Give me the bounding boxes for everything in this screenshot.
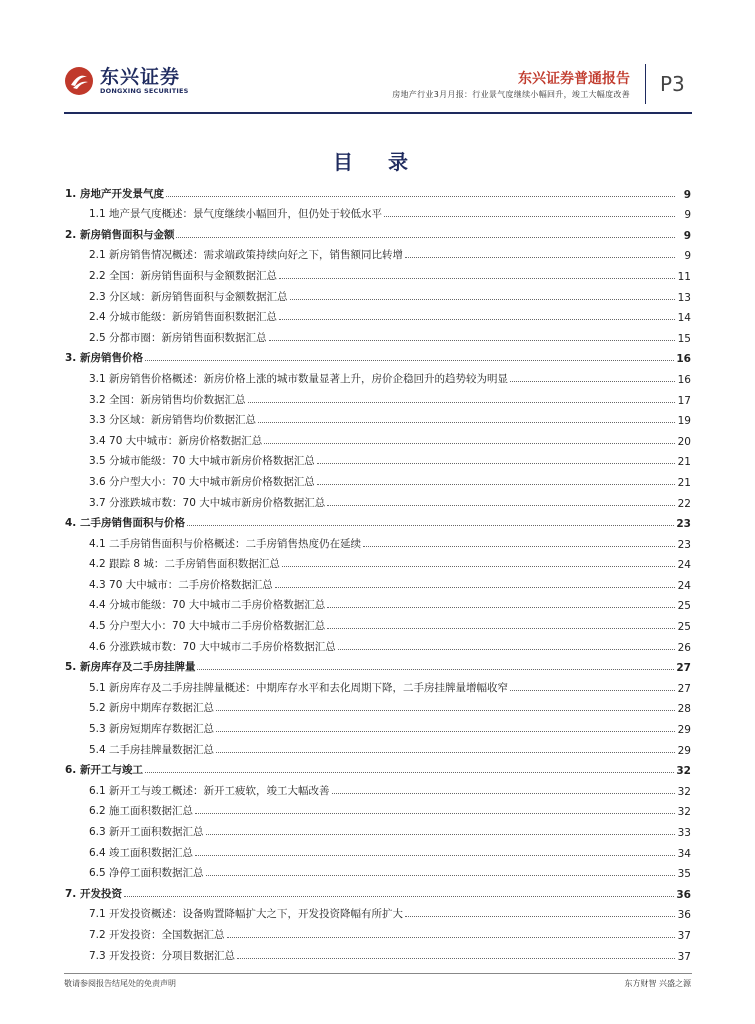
toc-entry-label: 4.6 分涨跌城市数：70 大中城市二手房价格数据汇总 xyxy=(89,640,336,653)
toc-dot-leader xyxy=(195,854,675,856)
toc-entry-page: 36 xyxy=(676,888,691,901)
toc-entry-page: 14 xyxy=(677,312,691,325)
toc-dot-leader xyxy=(216,709,675,711)
toc-section-entry[interactable] xyxy=(65,757,691,778)
toc-subsection-entry[interactable] xyxy=(65,798,691,819)
toc-entry-label: 7.1 开发投资概述：设备购置降幅扩大之下，开发投资降幅有所扩大 xyxy=(89,908,404,921)
toc-dot-leader xyxy=(124,895,674,897)
toc-dot-leader xyxy=(384,215,675,217)
toc-entry-page: 19 xyxy=(677,415,691,428)
logo-mark-icon xyxy=(64,66,94,96)
toc-subsection-entry[interactable] xyxy=(65,283,691,304)
toc-entry-page: 34 xyxy=(677,847,691,860)
toc-subsection-entry[interactable] xyxy=(65,448,691,469)
toc-entry-label: 3.1 新房销售价格概述：新房价格上涨的城市数量显著上升，房价企稳回升的趋势较为明显 xyxy=(89,372,509,385)
toc-subsection-entry[interactable] xyxy=(65,674,691,695)
toc-dot-leader xyxy=(327,606,675,608)
toc-dot-leader xyxy=(258,421,675,423)
toc-subsection-entry[interactable] xyxy=(65,901,691,922)
toc-entry-label: 3.6 分户型大小：70 大中城市新房价格数据汇总 xyxy=(89,475,315,488)
logo-english-name: DONGXING SECURITIES xyxy=(100,86,189,95)
toc-entry-label: 3.2 全国：新房销售均价数据汇总 xyxy=(89,393,246,406)
toc-entry-label: 6.4 竣工面积数据汇总 xyxy=(89,846,194,859)
toc-dot-leader xyxy=(227,936,675,938)
toc-entry-page: 27 xyxy=(676,662,691,675)
toc-entry-page: 32 xyxy=(677,785,691,798)
toc-dot-leader xyxy=(145,359,674,361)
toc-entry-label: 1.1 地产景气度概述：景气度继续小幅回升，但仍处于较低水平 xyxy=(89,208,383,221)
toc-section-entry[interactable] xyxy=(65,345,691,366)
toc-entry-label: 3.5 分城市能级：70 大中城市新房价格数据汇总 xyxy=(89,455,315,468)
toc-subsection-entry[interactable] xyxy=(65,304,691,325)
toc-subsection-entry[interactable] xyxy=(65,715,691,736)
toc-subsection-entry[interactable] xyxy=(65,736,691,757)
toc-dot-leader xyxy=(216,730,675,732)
toc-subsection-entry[interactable] xyxy=(65,942,691,963)
toc-entry-page: 29 xyxy=(677,724,691,737)
toc-subsection-entry[interactable] xyxy=(65,777,691,798)
toc-dot-leader xyxy=(275,586,675,588)
toc-entry-label: 4.1 二手房销售面积与价格概述：二手房销售热度仍在延续 xyxy=(89,537,362,550)
toc-entry-label: 6.1 新开工与竣工概述：新开工疲软，竣工大幅改善 xyxy=(89,784,330,797)
page-number: P3 xyxy=(660,72,685,96)
toc-entry-page: 36 xyxy=(677,909,691,922)
toc-dot-leader xyxy=(237,957,675,959)
toc-entry-label: 2.3 分区域：新房销售面积与金额数据汇总 xyxy=(89,290,288,303)
toc-entry-label: 7. 开发投资 xyxy=(65,887,122,900)
toc-entry-page: 9 xyxy=(683,229,691,242)
toc-entry-page: 21 xyxy=(677,456,691,469)
toc-dot-leader xyxy=(327,627,675,629)
toc-entry-page: 9 xyxy=(684,250,691,263)
toc-dot-leader xyxy=(187,524,674,526)
toc-entry-label: 3. 新房销售价格 xyxy=(65,352,143,365)
toc-subsection-entry[interactable] xyxy=(65,839,691,860)
toc-entry-label: 2.1 新房销售情况概述：需求端政策持续向好之下，销售额同比转增 xyxy=(89,249,404,262)
toc-dot-leader xyxy=(317,462,675,464)
toc-heading: 目 录 xyxy=(333,150,422,174)
toc-subsection-entry[interactable] xyxy=(65,860,691,881)
toc-entry-page: 13 xyxy=(677,291,691,304)
report-type-title: 东兴证券普通报告 xyxy=(518,71,630,87)
header-divider xyxy=(645,64,646,104)
toc-entry-page: 25 xyxy=(677,621,691,634)
toc-entry-page: 25 xyxy=(677,600,691,613)
toc-entry-label: 5.4 二手房挂牌量数据汇总 xyxy=(89,743,215,756)
toc-entry-page: 23 xyxy=(676,518,691,531)
table-of-contents xyxy=(65,180,691,963)
toc-entry-label: 4.2 跟踪 8 城：二手房销售面积数据汇总 xyxy=(89,558,280,571)
toc-entry-page: 37 xyxy=(677,929,691,942)
footer-disclaimer: 敬请参阅报告结尾处的免责声明 xyxy=(64,979,176,988)
header-titles xyxy=(392,70,630,102)
toc-entry-label: 6.3 新开工面积数据汇总 xyxy=(89,826,204,838)
logo-chinese-name: 东兴证券 xyxy=(100,65,181,88)
toc-dot-leader xyxy=(197,668,674,670)
toc-dot-leader xyxy=(264,442,675,444)
toc-section-entry[interactable] xyxy=(65,654,691,675)
toc-subsection-entry[interactable] xyxy=(65,242,691,263)
toc-subsection-entry[interactable] xyxy=(65,201,691,222)
footer-slogan: 东方财智 兴盛之源 xyxy=(624,979,691,988)
report-subtitle: 房地产行业3月月报：行业景气度继续小幅回升，竣工大幅度改善 xyxy=(392,90,630,99)
toc-entry-label: 4.4 分城市能级：70 大中城市二手房价格数据汇总 xyxy=(89,599,326,612)
toc-entry-page: 24 xyxy=(677,559,691,572)
toc-section-entry[interactable] xyxy=(65,510,691,531)
toc-subsection-entry[interactable] xyxy=(65,612,691,633)
toc-subsection-entry[interactable] xyxy=(65,551,691,572)
toc-entry-page: 32 xyxy=(676,765,691,778)
toc-entry-page: 33 xyxy=(677,827,691,839)
toc-entry-label: 4.5 分户型大小：70 大中城市二手房价格数据汇总 xyxy=(89,620,326,633)
toc-subsection-entry[interactable] xyxy=(65,592,691,613)
toc-entry-page: 23 xyxy=(677,538,691,551)
toc-dot-leader xyxy=(279,318,675,320)
toc-entry-label: 2.5 分都市圈：新房销售面积数据汇总 xyxy=(89,331,267,344)
company-logo xyxy=(64,66,189,96)
toc-subsection-entry[interactable] xyxy=(65,365,691,386)
toc-entry-page: 28 xyxy=(677,703,691,716)
toc-dot-leader xyxy=(269,339,675,341)
toc-subsection-entry[interactable] xyxy=(65,468,691,489)
toc-entry-label: 3.4 70 大中城市：新房价格数据汇总 xyxy=(89,434,263,447)
toc-dot-leader xyxy=(248,401,675,403)
toc-subsection-entry[interactable] xyxy=(65,695,691,716)
toc-dot-leader xyxy=(216,751,675,753)
toc-dot-leader xyxy=(176,236,675,238)
toc-subsection-entry[interactable] xyxy=(65,407,691,428)
toc-dot-leader xyxy=(332,792,675,794)
toc-subsection-entry[interactable] xyxy=(65,571,691,592)
toc-dot-leader xyxy=(282,565,675,567)
toc-entry-page: 21 xyxy=(677,476,691,489)
toc-dot-leader xyxy=(206,833,675,835)
toc-entry-label: 3.7 分涨跌城市数：70 大中城市新房价格数据汇总 xyxy=(89,496,326,509)
toc-subsection-entry[interactable] xyxy=(65,633,691,654)
toc-entry-page: 20 xyxy=(677,435,691,448)
toc-entry-page: 35 xyxy=(677,868,691,881)
toc-entry-label: 6.5 净停工面积数据汇总 xyxy=(89,867,204,880)
toc-entry-page: 27 xyxy=(677,682,691,695)
toc-entry-page: 9 xyxy=(683,188,691,201)
toc-entry-label: 1. 房地产开发景气度 xyxy=(65,187,164,200)
toc-dot-leader xyxy=(363,545,675,547)
toc-subsection-entry[interactable] xyxy=(65,489,691,510)
toc-entry-page: 32 xyxy=(677,806,691,819)
toc-entry-page: 26 xyxy=(677,641,691,654)
toc-subsection-entry[interactable] xyxy=(65,427,691,448)
toc-subsection-entry[interactable] xyxy=(65,262,691,283)
toc-dot-leader xyxy=(145,771,674,773)
toc-entry-page: 16 xyxy=(677,373,691,386)
toc-entry-page: 37 xyxy=(677,950,691,963)
footer-rule xyxy=(64,973,692,974)
toc-subsection-entry[interactable] xyxy=(65,921,691,942)
toc-entry-page: 16 xyxy=(676,353,691,366)
toc-dot-leader xyxy=(195,812,675,814)
toc-entry-label: 6.2 施工面积数据汇总 xyxy=(89,805,194,818)
toc-entry-label: 4.3 70 大中城市：二手房价格数据汇总 xyxy=(89,578,273,591)
toc-entry-label: 5. 新房库存及二手房挂牌量 xyxy=(65,661,196,674)
toc-dot-leader xyxy=(405,915,675,917)
toc-section-entry[interactable] xyxy=(65,880,691,901)
toc-entry-label: 7.2 开发投资：全国数据汇总 xyxy=(89,928,225,941)
toc-subsection-entry[interactable] xyxy=(65,530,691,551)
toc-entry-label: 7.3 开发投资：分项目数据汇总 xyxy=(89,949,236,962)
toc-entry-page: 15 xyxy=(677,332,691,345)
toc-dot-leader xyxy=(510,380,675,382)
toc-dot-leader xyxy=(338,648,675,650)
toc-entry-page: 9 xyxy=(684,209,691,222)
header-rule xyxy=(64,112,692,114)
toc-dot-leader xyxy=(327,504,675,506)
toc-entry-label: 2.2 全国：新房销售面积与金额数据汇总 xyxy=(89,269,278,282)
toc-subsection-entry[interactable] xyxy=(65,386,691,407)
toc-dot-leader xyxy=(510,689,675,691)
toc-section-entry[interactable] xyxy=(65,180,691,201)
toc-entry-label: 6. 新开工与竣工 xyxy=(65,764,143,777)
toc-entry-label: 2.4 分城市能级：新房销售面积数据汇总 xyxy=(89,311,278,324)
toc-entry-page: 29 xyxy=(677,744,691,757)
toc-entry-page: 11 xyxy=(677,270,691,283)
toc-entry-label: 2. 新房销售面积与金额 xyxy=(65,228,175,241)
toc-dot-leader xyxy=(317,483,675,485)
toc-section-entry[interactable] xyxy=(65,221,691,242)
toc-entry-label: 5.3 新房短期库存数据汇总 xyxy=(89,723,215,736)
toc-entry-page: 17 xyxy=(677,394,691,407)
toc-dot-leader xyxy=(206,874,675,876)
toc-entry-page: 24 xyxy=(677,579,691,592)
toc-entry-label: 5.1 新房库存及二手房挂牌量概述：中期库存水平和去化周期下降，二手房挂牌量增幅收窄 xyxy=(89,681,509,694)
toc-dot-leader xyxy=(290,298,675,300)
toc-dot-leader xyxy=(405,256,675,258)
toc-entry-label: 4. 二手房销售面积与价格 xyxy=(65,517,185,530)
toc-entry-page: 22 xyxy=(677,497,691,510)
toc-dot-leader xyxy=(279,277,675,279)
toc-subsection-entry[interactable] xyxy=(65,818,691,839)
toc-entry-label: 3.3 分区域：新房销售均价数据汇总 xyxy=(89,414,257,427)
toc-dot-leader xyxy=(166,195,675,197)
toc-subsection-entry[interactable] xyxy=(65,324,691,345)
toc-entry-label: 5.2 新房中期库存数据汇总 xyxy=(89,702,215,715)
